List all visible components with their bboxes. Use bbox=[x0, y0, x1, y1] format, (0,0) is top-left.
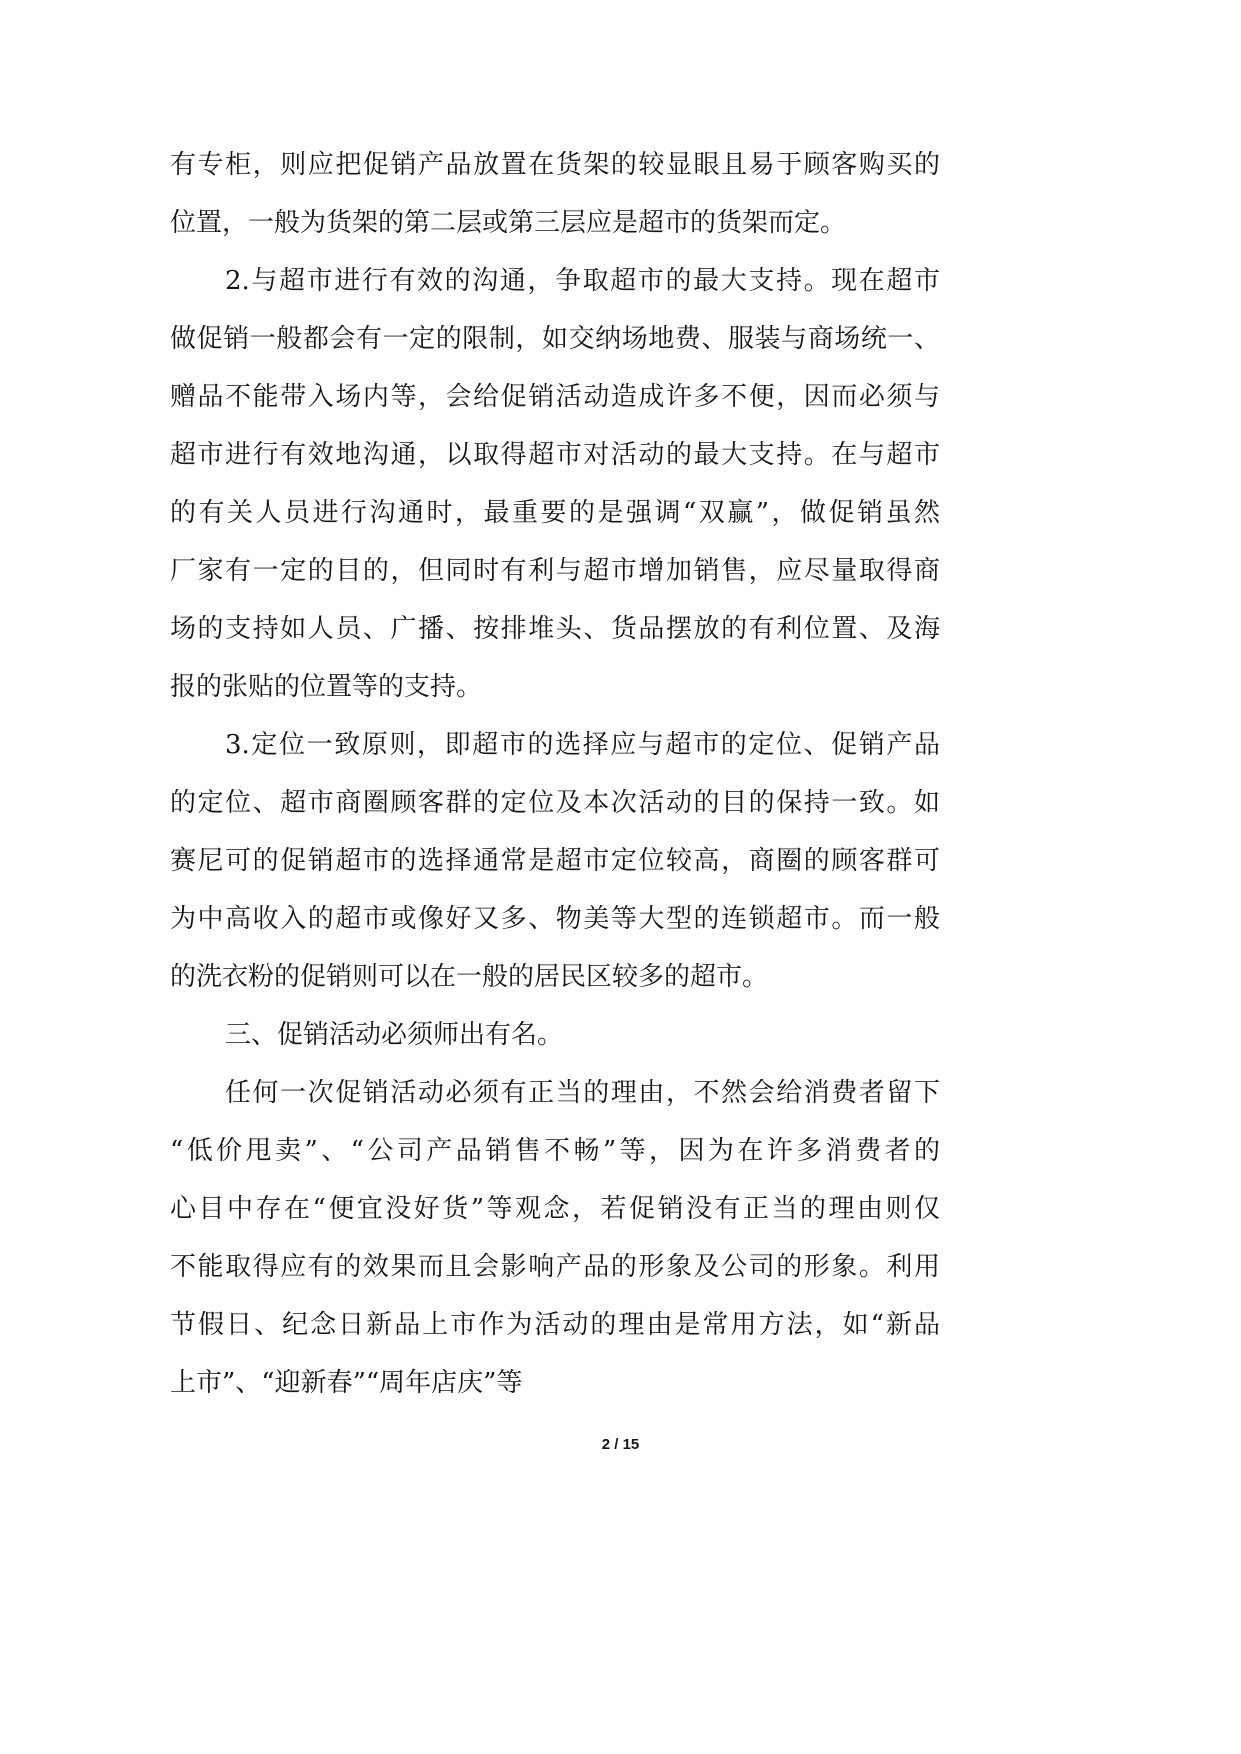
section-heading bbox=[170, 1006, 940, 1064]
paragraph bbox=[170, 136, 940, 252]
text-line: 的定位、超市商圈顾客群的定位及本次活动的目的保持一致。如 bbox=[170, 788, 940, 818]
text-line: 报的张贴的位置等的支持。 bbox=[170, 672, 483, 702]
document-body bbox=[170, 136, 940, 1412]
page-number: 2 / 15 bbox=[601, 1436, 640, 1453]
text-line: 的有关人员进行沟通时，最重要的是强调“双赢”，做促销虽然 bbox=[170, 498, 940, 528]
paragraph bbox=[170, 1064, 940, 1412]
text-line: 心目中存在“便宜没好货”等观念，若促销没有正当的理由则仅 bbox=[170, 1194, 940, 1224]
text-line: 赠品不能带入场内等，会给促销活动造成许多不便，因而必须与 bbox=[170, 382, 940, 412]
section-heading-text: 三、促销活动必须师出有名。 bbox=[225, 1020, 564, 1050]
text-line: 做促销一般都会有一定的限制，如交纳场地费、服装与商场统一、 bbox=[170, 324, 940, 354]
text-line: 为中高收入的超市或像好又多、物美等大型的连锁超市。而一般 bbox=[170, 904, 940, 934]
text-line: 的洗衣粉的促销则可以在一般的居民区较多的超市。 bbox=[170, 962, 769, 992]
text-line: 不能取得应有的效果而且会影响产品的形象及公司的形象。利用 bbox=[170, 1252, 940, 1282]
text-line: 位置，一般为货架的第二层或第三层应是超市的货架而定。 bbox=[170, 208, 847, 238]
text-line: 赛尼可的促销超市的选择通常是超市定位较高，商圈的顾客群可 bbox=[170, 846, 940, 876]
paragraph bbox=[170, 252, 940, 716]
text-line: 有专柜，则应把促销产品放置在货架的较显眼且易于顾客购买的 bbox=[170, 150, 940, 180]
text-line: 超市进行有效地沟通，以取得超市对活动的最大支持。在与超市 bbox=[170, 440, 940, 470]
text-line: 上市”、“迎新春”“周年店庆”等 bbox=[170, 1368, 523, 1398]
text-line: 2.与超市进行有效的沟通，争取超市的最大支持。现在超市 bbox=[225, 266, 940, 296]
text-line: “低价甩卖”、“公司产品销售不畅”等，因为在许多消费者的 bbox=[170, 1136, 940, 1166]
text-line: 节假日、纪念日新品上市作为活动的理由是常用方法，如“新品 bbox=[170, 1310, 940, 1340]
text-line: 厂家有一定的目的，但同时有利与超市增加销售，应尽量取得商 bbox=[170, 556, 940, 586]
text-line: 场的支持如人员、广播、按排堆头、货品摆放的有利位置、及海 bbox=[170, 614, 940, 644]
paragraph bbox=[170, 716, 940, 1006]
text-line: 任何一次促销活动必须有正当的理由，不然会给消费者留下 bbox=[225, 1078, 940, 1108]
text-line: 3.定位一致原则，即超市的选择应与超市的定位、促销产品 bbox=[225, 730, 940, 760]
